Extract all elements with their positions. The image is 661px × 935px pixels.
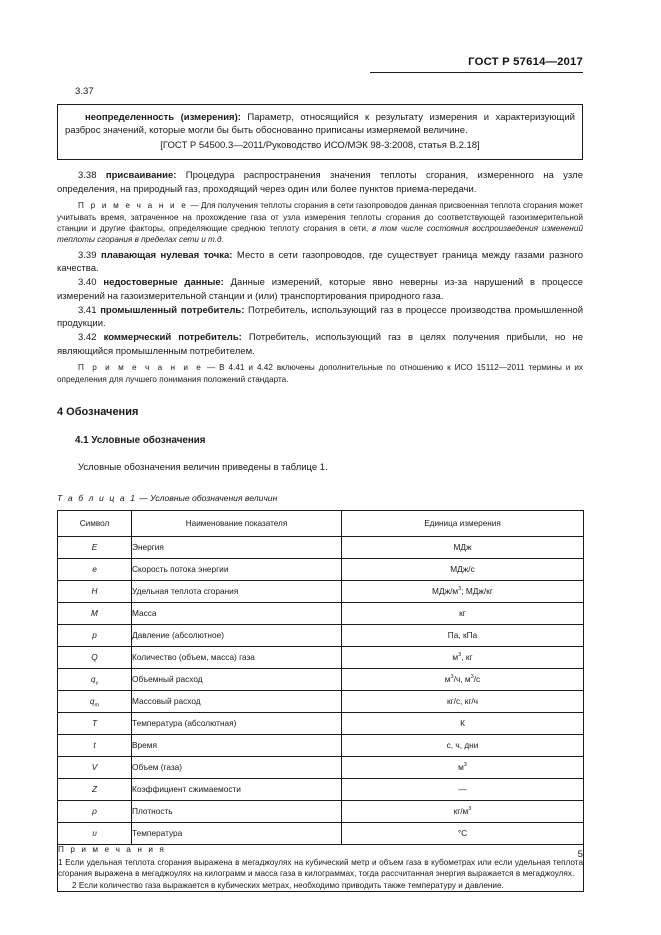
note-dash-3-38: — bbox=[188, 201, 201, 211]
definition-source-3-37: [ГОСТ Р 54500.3—2011/Руководство ИСО/МЭК 98-3:2008, статья В.2.18] bbox=[160, 139, 480, 151]
clause-number-3-41: 3.41 bbox=[78, 304, 97, 316]
clause-3-39 bbox=[57, 249, 583, 276]
clause-number-3-38: 3.38 bbox=[78, 170, 97, 182]
definition-body-3-42: Потребитель, использующий газ в целях получения прибыли, но не являющийся промышленным потребителем. bbox=[57, 332, 583, 357]
cell-unit: $м^3$ bbox=[342, 756, 584, 778]
table-row bbox=[58, 822, 584, 844]
table-row bbox=[58, 624, 584, 646]
cell-name: Масса bbox=[132, 602, 342, 624]
definition-body-3-37: Параметр, относящийся к результату измерения и характеризующий разброс значений, которые могли бы быть обоснованно приписаны измеряемой величине. bbox=[65, 112, 575, 137]
table-row bbox=[58, 602, 584, 624]
term-3-42: коммерческий потребитель: bbox=[103, 332, 242, 344]
cell-name: Температура bbox=[132, 822, 342, 844]
symbols-table-body bbox=[58, 536, 584, 844]
table-row bbox=[58, 668, 584, 690]
note-body-final: В 4.41 и 4.42 включены дополнительные по отношению к ИСО 15112—2011 термины и их определения для лучшего понимания положений стандарта. bbox=[57, 363, 584, 384]
table-row bbox=[58, 536, 584, 558]
cell-name: Энергия bbox=[132, 536, 342, 558]
note-final bbox=[57, 362, 583, 385]
note-dash-final: — bbox=[203, 363, 220, 373]
cell-symbol: Q bbox=[58, 646, 132, 668]
cell-symbol: e bbox=[58, 558, 132, 580]
cell-symbol: υ bbox=[58, 822, 132, 844]
table-row bbox=[58, 646, 584, 668]
cell-name: Скорость потока энергии bbox=[132, 558, 342, 580]
cell-symbol: M bbox=[58, 602, 132, 624]
cell-symbol: ρ bbox=[58, 800, 132, 822]
cell-name: Температура (абсолютная) bbox=[132, 712, 342, 734]
definition-body-3-40: Данные измерений, которые явно неверны из-за нарушений в процессе измерений на газоизмерительной станции и (или) транспортирования природного газа. bbox=[57, 277, 583, 302]
column-header-name: Наименование показателя bbox=[132, 510, 342, 536]
column-header-unit: Единица измерения bbox=[342, 510, 584, 536]
term-3-40: недостоверные данные: bbox=[103, 277, 224, 289]
cell-unit: $м^3/ч$, $м^3/с$ bbox=[342, 668, 584, 690]
definition-body-3-38: Процедура распространения значения теплоты сгорания, измеренного на узле определения, на природный газ, проходящий через один или более пунктов приема-передачи. bbox=[57, 170, 584, 195]
cell-name: Плотность bbox=[132, 800, 342, 822]
term-3-38: присваивание: bbox=[105, 170, 177, 182]
note-3-38 bbox=[57, 200, 583, 246]
clause-3-41 bbox=[57, 304, 583, 331]
cell-unit: МДж/с bbox=[342, 558, 584, 580]
cell-symbol: H bbox=[58, 580, 132, 602]
section-heading-4: 4 Обозначения bbox=[57, 406, 139, 419]
cell-unit: $м^3$, кг bbox=[342, 646, 584, 668]
cell-name: Количество (объем, масса) газа bbox=[132, 646, 342, 668]
table-row bbox=[58, 734, 584, 756]
subsection-heading-4-1: 4.1 Условные обозначения bbox=[75, 435, 206, 447]
definition-text-3-37 bbox=[65, 111, 575, 138]
cell-unit: кг bbox=[342, 602, 584, 624]
table-row bbox=[58, 690, 584, 712]
cell-name: Давление (абсолютное) bbox=[132, 624, 342, 646]
term-3-37: неопределенность (измерения): bbox=[85, 112, 241, 123]
cell-name: Объемный расход bbox=[132, 668, 342, 690]
table-row bbox=[58, 580, 584, 602]
term-3-39: плавающая нулевая точка: bbox=[100, 249, 233, 261]
symbols-table-head bbox=[58, 510, 584, 536]
note-body-italic-3-38: в том числе состояния воспроизведения изменений теплоты сгорания в пределах сети и т.д. bbox=[57, 224, 584, 245]
table-1-caption bbox=[57, 493, 583, 503]
cell-symbol: p bbox=[58, 624, 132, 646]
cell-symbol: $q_m$ bbox=[58, 690, 132, 712]
table-row bbox=[58, 558, 584, 580]
standard-number: ГОСТ Р 57614—2017 bbox=[468, 56, 583, 68]
definition-body-3-41: Потребитель, использующий газ в процессе производства промышленной продукции. bbox=[57, 304, 584, 330]
cell-unit: МДж bbox=[342, 536, 584, 558]
note-label-3-38: П р и м е ч а н и е bbox=[78, 201, 189, 211]
clause-number-3-42: 3.42 bbox=[78, 332, 97, 344]
table-note-2: 2 Если количество газа выражается в кубических метрах, необходимо приводить также температуру и давление. bbox=[72, 880, 504, 890]
note-label-final: П р и м е ч а н и е bbox=[78, 363, 204, 373]
cell-unit: — bbox=[342, 778, 584, 800]
cell-unit: °C bbox=[342, 822, 584, 844]
clause-number-3-39: 3.39 bbox=[78, 249, 97, 261]
cell-unit: Па, кПа bbox=[342, 624, 584, 646]
cell-symbol: E bbox=[58, 536, 132, 558]
cell-name: Удельная теплота сгорания bbox=[132, 580, 342, 602]
cell-name: Объем (газа) bbox=[132, 756, 342, 778]
table-row bbox=[58, 712, 584, 734]
clause-number-3-40: 3.40 bbox=[78, 277, 97, 289]
clause-3-40 bbox=[57, 276, 583, 303]
cell-unit: К bbox=[342, 712, 584, 734]
definition-box-3-37 bbox=[57, 104, 583, 160]
cell-unit: кг/с, кг/ч bbox=[342, 690, 584, 712]
symbols-table bbox=[57, 510, 584, 893]
table-note-1: 1 Если удельная теплота сгорания выражена в мегаджоулях на кубический метр и объем газа в кубометрах или если удельная теплота сгорания выражена в мегаджоулях на килограмм и масса газа в килограммах, тогда рассчитанная энергия выражается в мегаджоулях. bbox=[58, 857, 583, 879]
column-header-symbol: Символ bbox=[58, 510, 132, 536]
header-rule bbox=[370, 72, 583, 73]
clause-3-42 bbox=[57, 331, 583, 358]
cell-unit: $кг/м^3$ bbox=[342, 800, 584, 822]
cell-unit: с, ч, дни bbox=[342, 734, 584, 756]
cell-symbol: $q_v$ bbox=[58, 668, 132, 690]
table-notes-title: П р и м е ч а н и я bbox=[58, 844, 166, 854]
cell-symbol: t bbox=[58, 734, 132, 756]
cell-symbol: Z bbox=[58, 778, 132, 800]
cell-symbol: T bbox=[58, 712, 132, 734]
cell-symbol: V bbox=[58, 756, 132, 778]
table-row bbox=[58, 756, 584, 778]
table-1-label: Т а б л и ц а 1 bbox=[57, 492, 137, 503]
cell-unit: МДж/$м^3$; МДж/кг bbox=[342, 580, 584, 602]
page-body bbox=[57, 86, 583, 892]
cell-name: Коэффициент сжимаемости bbox=[132, 778, 342, 800]
page-header bbox=[57, 52, 583, 70]
cell-name: Массовый расход bbox=[132, 690, 342, 712]
cell-name: Время bbox=[132, 734, 342, 756]
clause-number-3-37: 3.37 bbox=[75, 86, 94, 97]
table-1-caption-text: Условные обозначения величин bbox=[150, 492, 278, 503]
note-body-3-38: Для получения теплоты сгорания в сети газопроводов данная присвоенная теплота сгорания может учитывать время, затраченное на прохождение газа от узла измерения теплоты сгорания до соответствующей газоизмерительной станции и другие факторы, определяющие среднюю теплоту сгорания в сети, bbox=[57, 201, 583, 234]
section-4-1-lead: Условные обозначения величин приведены в таблице 1. bbox=[78, 462, 328, 474]
term-3-41: промышленный потребитель: bbox=[100, 304, 245, 316]
clause-3-38 bbox=[57, 169, 583, 196]
table-header-row bbox=[58, 510, 584, 536]
definition-body-3-39: Место в сети газопроводов, где существует граница между газами разного качества. bbox=[57, 249, 584, 275]
table-1-caption-dash: — bbox=[136, 492, 151, 503]
table-row bbox=[58, 800, 584, 822]
table-row bbox=[58, 778, 584, 800]
page-number: 5 bbox=[577, 849, 583, 860]
